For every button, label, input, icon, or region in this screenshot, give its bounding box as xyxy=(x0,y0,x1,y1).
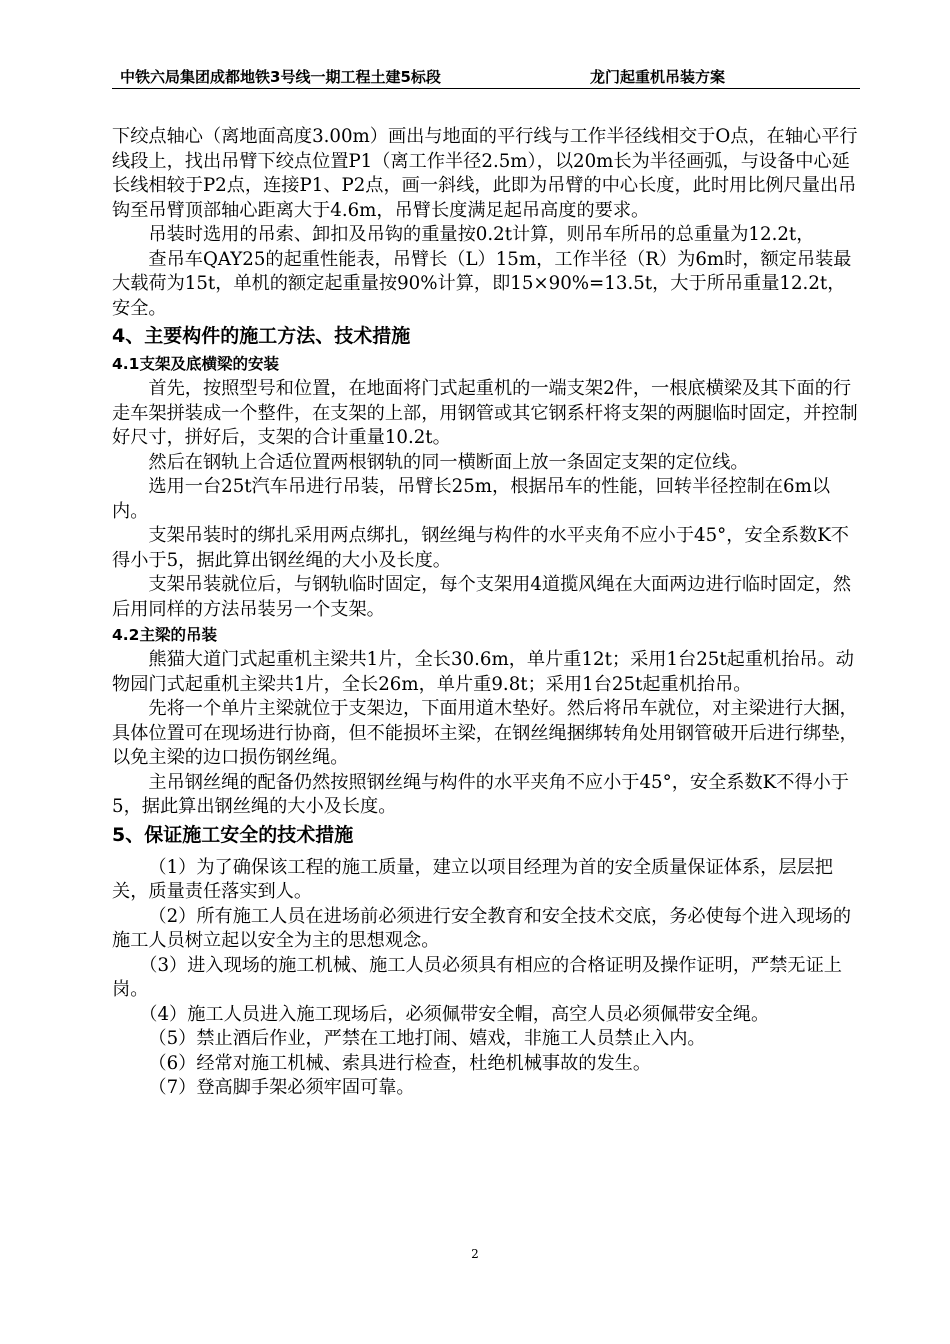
paragraph: 支架吊装时的绑扎采用两点绑扎，钢丝绳与构件的水平夹角不应小于45°，安全系数K不得小于5，据此算出钢丝绳的大小及长度。 xyxy=(112,525,849,571)
paragraph: 主吊钢丝绳的配备仍然按照钢丝绳与构件的水平夹角不应小于45°，安全系数K不得小于5，据此算出钢丝绳的大小及长度。 xyxy=(112,771,849,817)
page-content xyxy=(112,125,860,1101)
paragraph: 吊装时选用的吊索、卸扣及吊钩的重量按0.2t计算，则吊车所吊的总重量为12.2t， xyxy=(148,224,815,245)
list-item: （6）经常对施工机械、索具进行检查，杜绝机械事故的发生。 xyxy=(148,1052,652,1074)
header-project-title: 中铁六局集团成都地铁3号线一期工程土建5标段 xyxy=(120,68,441,86)
page-header xyxy=(112,62,860,89)
page-number: 2 xyxy=(471,1247,479,1261)
list-item: （3）进入现场的施工机械、施工人员必须具有相应的合格证明及操作证明，严禁无证上岗。 xyxy=(112,954,842,1000)
section-heading: 5、保证施工安全的技术措施 xyxy=(112,823,354,846)
header-document-title: 龙门起重机吊装方案 xyxy=(590,68,726,86)
paragraph: 首先，按照型号和位置，在地面将门式起重机的一端支架2件，一根底横梁及其下面的行走车架拼装成一个整件，在支架的上部，用钢管或其它钢系杆将支架的两腿临时固定，并控制好尺寸，拼好后，支架的合计重量10.2t。 xyxy=(112,378,858,448)
subsection-heading: 4.1支架及底横梁的安装 xyxy=(112,355,279,373)
paragraph: 下绞点轴心（离地面高度3.00m）画出与地面的平行线与工作半径线相交于O点，在轴心平行线段上，找出吊臂下绞点位置P1（离工作半径2.5m），以20m长为半径画弧，与设备中心延长线相较于P2点，连接P1、P2点，画一斜线，此即为吊臂的中心长度，此时用比例尺量出吊钩至吊臂顶部轴心距离大于4.6m，吊臂长度满足起吊高度的要求。 xyxy=(112,126,858,221)
paragraph: 查吊车QAY25的起重性能表，吊臂长（L）15m，工作半径（R）为6m时，额定吊装最大载荷为15t，单机的额定起重量按90%计算，即15×90%=13.5t，大于所吊重量12.2t，安全。 xyxy=(112,248,852,319)
list-item: （2）所有施工人员在进场前必须进行安全教育和安全技术交底，务必使每个进入现场的施工人员树立起以安全为主的思想观念。 xyxy=(112,905,852,951)
paragraph: 支架吊装就位后，与钢轨临时固定，每个支架用4道揽风绳在大面两边进行临时固定，然后用同样的方法吊装另一个支架。 xyxy=(112,574,852,620)
paragraph: 然后在钢轨上合适位置两根钢轨的同一横断面上放一条固定支架的定位线。 xyxy=(148,451,749,473)
list-item: （4）施工人员进入施工现场后，必须佩带安全帽，高空人员必须佩带安全绳。 xyxy=(139,1003,770,1025)
paragraph: 先将一个单片主梁就位于支架边，下面用道木垫好。然后将吊车就位，对主梁进行大捆，具体位置可在现场进行协商，但不能损坏主梁，在钢丝绳捆绑转角处用钢管破开后进行绑垫，以免主梁的边口损伤钢丝绳。 xyxy=(112,698,858,768)
section-heading: 4、主要构件的施工方法、技术措施 xyxy=(112,325,411,347)
paragraph: 熊猫大道门式起重机主梁共1片，全长30.6m，单片重12t；采用1台25t起重机抬吊。动物园门式起重机主梁共1片，全长26m，单片重9.8t；采用1台25t起重机抬吊。 xyxy=(112,649,854,695)
list-item: （1）为了确保该工程的施工质量，建立以项目经理为首的安全质量保证体系，层层把关，质量责任落实到人。 xyxy=(112,856,833,902)
subsection-heading: 4.2主梁的吊装 xyxy=(112,626,217,644)
list-item: （5）禁止酒后作业，严禁在工地打闹、嬉戏，非施工人员禁止入内。 xyxy=(148,1028,706,1049)
list-item: （7）登高脚手架必须牢固可靠。 xyxy=(148,1077,415,1098)
paragraph: 选用一台25t汽车吊进行吊装，吊臂长25m，根据吊车的性能，回转半径控制在6m以内。 xyxy=(112,476,831,522)
